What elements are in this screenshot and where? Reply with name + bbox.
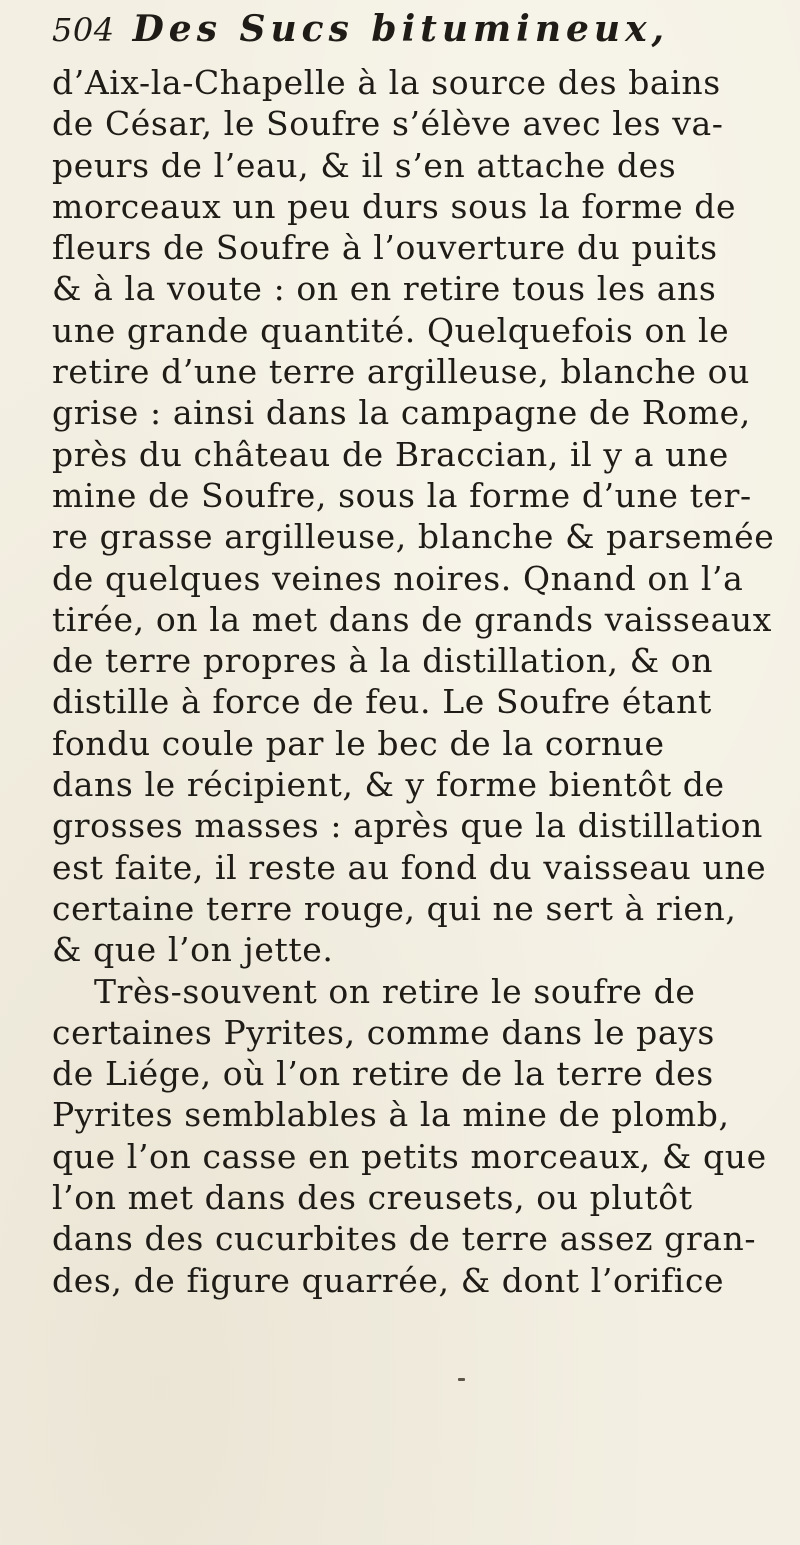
ink-mark [458,1378,465,1381]
text-line: morceaux un peu durs sous la forme de [52,186,737,226]
text-line: des, de figure quarrée, & dont l’orifice [52,1260,725,1300]
text-line: Pyrites semblables à la mine de plomb, [52,1095,730,1135]
text-line: d’Aix-la-Chapelle à la source des bains [52,63,721,102]
text-line: mine de Soufre, sous la forme d’une ter- [52,475,752,515]
text-line: certaines Pyrites, comme dans le pays [52,1012,715,1052]
text-line: tirée, on la met dans de grands vaisseaux [52,599,772,639]
text-line: est faite, il reste au fond du vaisseau une [52,847,767,887]
text-line: retire d’une terre argilleuse, blanche ou [52,352,750,392]
text-line: fleurs de Soufre à l’ouverture du puits [52,228,718,268]
text-line: de quelques veines noires. Qnand on l’a [52,558,744,598]
text-line: une grande quantité. Quelquefois on le [52,310,730,350]
text-line: dans le récipient, & y forme bientôt de [52,765,725,805]
running-title: Des Sucs bitumineux, [132,8,670,50]
paragraph-start-line: Très-souvent on retire le soufre de [94,971,696,1011]
text-line: distille à force de feu. Le Soufre étant [52,682,712,722]
text-line: dans des cucurbites de terre assez gran- [52,1219,757,1259]
text-line: près du château de Braccian, il y a une [52,434,729,474]
text-line: de Liége, où l’on retire de la terre des [52,1054,714,1094]
text-line: de César, le Soufre s’élève avec les va- [52,104,724,144]
text-line: & que l’on jette. [52,930,334,970]
text-line: re grasse argilleuse, blanche & parsemée [52,517,775,557]
text-line: certaine terre rouge, qui ne sert à rien, [52,888,737,928]
body-text [52,62,775,1301]
text-line: que l’on casse en petits morceaux, & que [52,1136,767,1176]
text-line: peurs de l’eau, & il s’en attache des [52,145,677,185]
page-number: 504 [52,11,115,49]
text-line: l’on met dans des creusets, ou plutôt [52,1178,693,1218]
text-line: fondu coule par le bec de la cornue [52,723,665,763]
text-line: de terre propres à la distillation, & on [52,641,714,681]
text-line: & à la voute : on en retire tous les ans [52,269,717,309]
text-line: grise : ainsi dans la campagne de Rome, [52,393,751,433]
page-header [52,8,760,70]
text-line: grosses masses : après que la distillation [52,806,763,846]
